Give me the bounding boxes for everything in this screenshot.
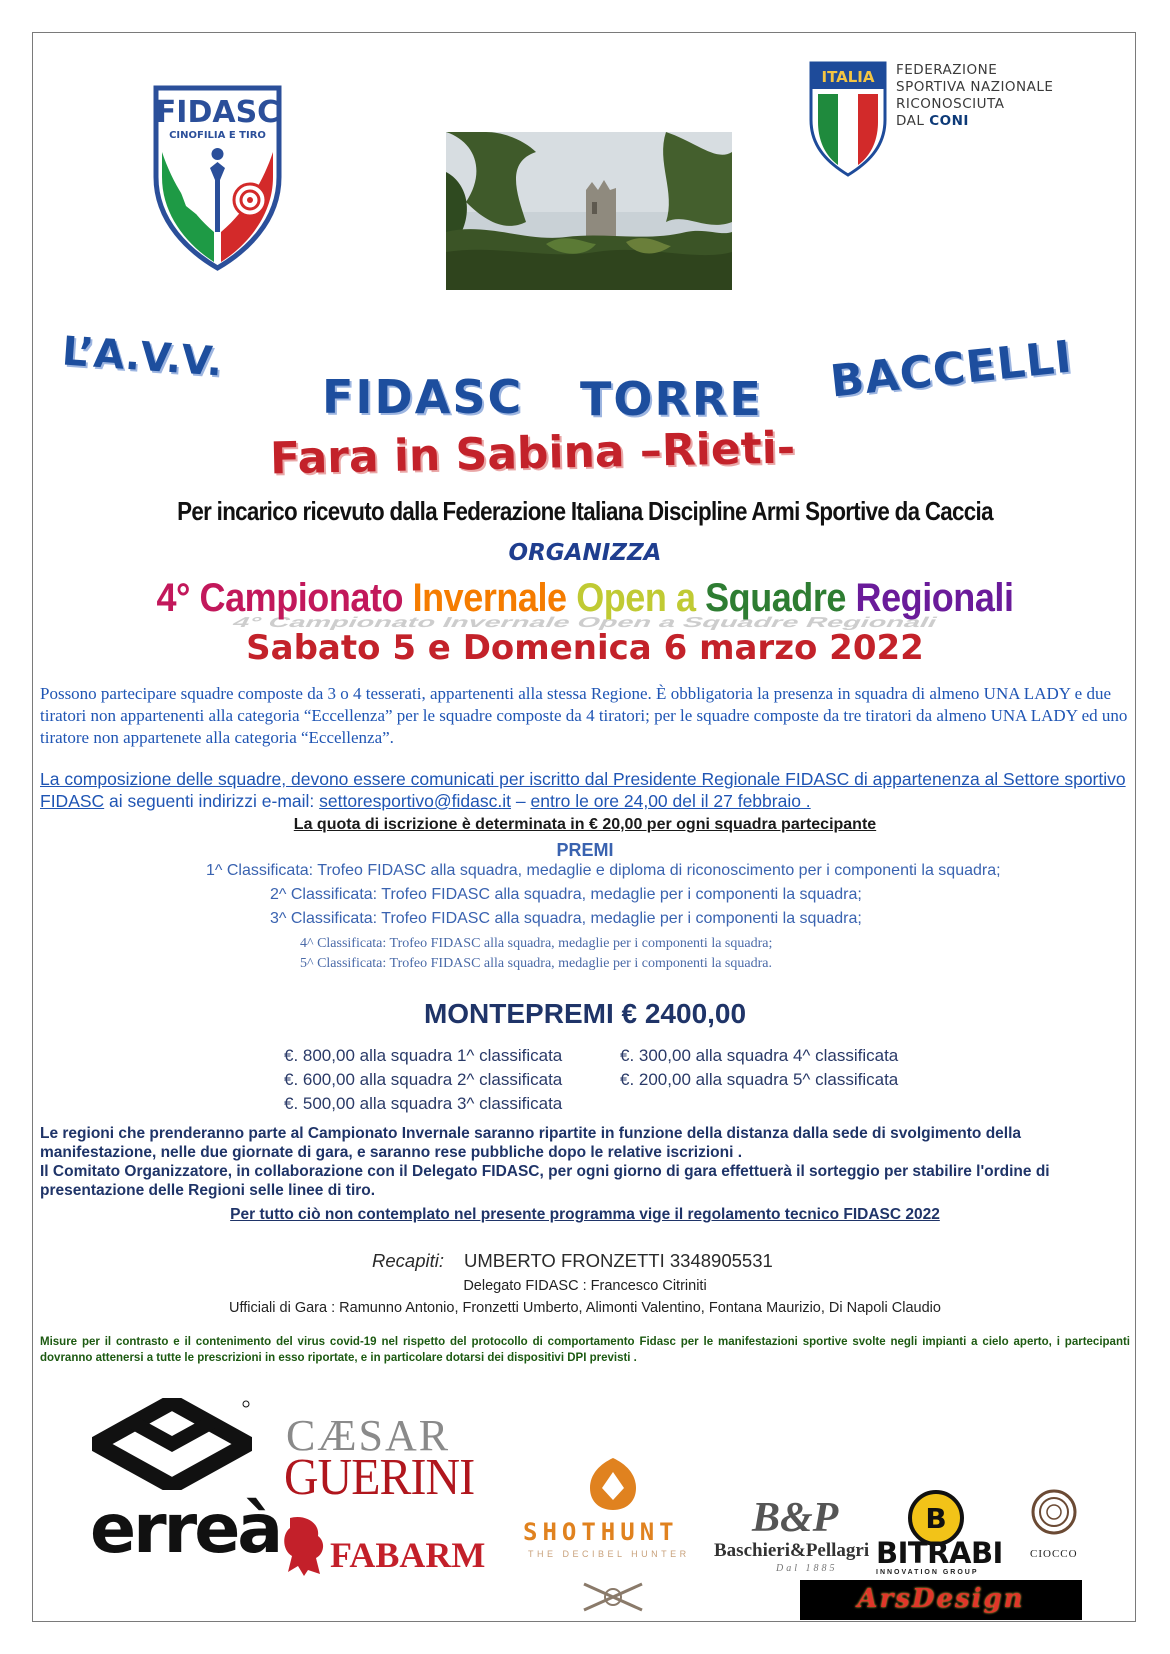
baschieri-pellagri-logo: Baschieri&Pellagri [714, 1540, 870, 1561]
italia-coni-shield [808, 60, 888, 178]
campionato-word-3: Open a [576, 576, 696, 620]
fidasc-logo-subtext: CINOFILIA E TIRO [169, 130, 266, 141]
regulation-note: Per tutto ciò non contemplato nel presente programma vige il regolamento tecnico FIDASC 2022 [230, 1206, 940, 1223]
bitrabi-tagline: INNOVATION GROUP [876, 1569, 979, 1576]
shothunt-icon [586, 1456, 640, 1512]
federation-mandate: Per incarico ricevuto dalla Federazione Italiana Discipline Armi Sportive da Caccia [177, 496, 993, 526]
campionato-title [59, 576, 1112, 621]
fabarm-logo: FABARM [330, 1535, 486, 1575]
coni-line-4 [896, 113, 1053, 130]
team-composition-notice [40, 768, 1130, 812]
deadline-text: entro le ore 24,00 del il 27 febbraio . [530, 791, 811, 811]
arsdesign-logo [800, 1580, 1082, 1620]
contacts [372, 1250, 773, 1272]
baccelli-text: BACCELLI [827, 331, 1075, 408]
composition-link[interactable]: La composizione delle squadre, devono essere comunicati per iscritto dal Presidente Regionale FIDASC di appartenenza al Settore sportivo FIDASC [40, 769, 1126, 811]
torre-text: TORRE [580, 372, 763, 426]
italia-shield-text: ITALIA [821, 68, 875, 86]
avv-text: L’A.V.V. [60, 328, 224, 386]
shothunt-logo: SHOTHUNT [523, 1518, 679, 1546]
torre-baccelli-photo [446, 132, 732, 290]
arsdesign-text: ArsDesign [857, 1584, 1025, 1614]
coni-line-4-bold: CONI [929, 113, 969, 129]
ciocco-logo: CIOCCO [1030, 1548, 1078, 1560]
coni-recognition-text [896, 62, 1053, 130]
coni-line-2: SPORTIVA NAZIONALE [896, 79, 1054, 95]
premi-title: PREMI [556, 840, 614, 860]
montepremi-5th: €. 200,00 alla squadra 5^ classificata [620, 1070, 899, 1089]
race-officials: Ufficiali di Gara : Ramunno Antonio, Fronzetti Umberto, Alimonti Valentino, Fontana Maurizio, Di Napoli Claudio [229, 1300, 941, 1316]
guerini-logo: GUERINI [284, 1449, 475, 1506]
bitrabi-logo: BITRABI [876, 1536, 1003, 1570]
campionato-word-5: Regionali [855, 576, 1014, 620]
event-organizer-headline [0, 330, 1170, 426]
regions-notice [40, 1124, 1130, 1200]
crossed-rifles-icon [582, 1580, 644, 1614]
prize-4: 4^ Classificata: Trofeo FIDASC alla squadra, medaglie per i componenti la squadra; [300, 936, 773, 951]
organizza-label: ORGANIZZA [508, 540, 662, 566]
fabarm-lion-icon [280, 1514, 328, 1578]
contacts-value: UMBERTO FRONZETTI 3348905531 [463, 1250, 773, 1271]
composition-dash: – [511, 791, 531, 811]
covid-measures: Misure per il contrasto e il contenimento del virus covid-19 nel rispetto del protocollo di comportamento Fidasc per le manifestazioni sportive svolte negli impianti a cielo aperto, i partecipanti dovranno attenersi a tutte le prescrizioni in esso riportate, e in particolare dotarsi dei dispositivi DPI previsti . [40, 1336, 1130, 1364]
regions-paragraph-1: Le regioni che prenderanno parte al Campionato Invernale saranno ripartite in funzione della distanza dalla sede di svolgimento della manifestazione, nelle due giornate di gara, e saranno rese pubbliche dopo le relative iscrizioni . [40, 1125, 1022, 1161]
errea-logo-mark [92, 1398, 252, 1490]
campionato-title-shadow: 4° Campionato Invernale Open a Squadre Regionali [229, 614, 941, 631]
montepremi-2nd: €. 600,00 alla squadra 2^ classificata [284, 1070, 563, 1089]
coni-line-1: FEDERAZIONE [896, 62, 998, 78]
bp-logo: B&P [752, 1495, 839, 1541]
coni-line-4-prefix: DAL [896, 113, 930, 129]
montepremi-3rd: €. 500,00 alla squadra 3^ classificata [284, 1094, 563, 1113]
ciocco-icon [1030, 1488, 1078, 1536]
coni-line-3: RICONOSCIUTA [896, 96, 1005, 112]
montepremi-1st: €. 800,00 alla squadra 1^ classificata [284, 1046, 563, 1065]
fidasc-logo-text: FIDASC [155, 95, 280, 130]
fidasc-logo [150, 82, 285, 272]
fidasc-text: FIDASC [322, 370, 524, 424]
shothunt-tagline: THE DECIBEL HUNTER [528, 1549, 690, 1559]
prize-2: 2^ Classificata: Trofeo FIDASC alla squadra, medaglie per i componenti la squadra; [270, 886, 862, 903]
composition-mid-text: ai seguenti indirizzi e-mail: [104, 791, 320, 811]
entry-fee: La quota di iscrizione è determinata in € 20,00 per ogni squadra partecipante [293, 816, 877, 833]
montepremi-title: MONTEPREMI € 2400,00 [423, 998, 747, 1029]
campionato-word-1: 4° Campionato [156, 576, 404, 620]
errea-logo: erreà [90, 1490, 281, 1569]
campionato-word-4: Squadre [705, 576, 846, 620]
baschieri-pellagri-since: Dal 1885 [776, 1563, 838, 1574]
prize-5: 5^ Classificata: Trofeo FIDASC alla squadra, medaglie per i componenti la squadra. [300, 956, 772, 971]
campionato-word-2: Invernale [412, 576, 567, 620]
prize-3: 3^ Classificata: Trofeo FIDASC alla squadra, medaglie per i componenti la squadra; [270, 910, 862, 927]
prize-1: 1^ Classificata: Trofeo FIDASC alla squadra, medaglie e diploma di riconoscimento per i componenti la squadra; [206, 862, 1001, 879]
contacts-label: Recapiti: [372, 1250, 444, 1271]
montepremi-4th: €. 300,00 alla squadra 4^ classificata [620, 1046, 899, 1065]
email-link[interactable]: settoresportivo@fidasc.it [319, 791, 512, 811]
event-location: Fara in Sabina –Rieti- [269, 422, 796, 485]
caesar-logo: CÆSAR [286, 1411, 451, 1460]
event-date: Sabato 5 e Domenica 6 marzo 2022 [246, 628, 924, 668]
regions-paragraph-2: Il Comitato Organizzatore, in collaborazione con il Delegato FIDASC, per ogni giorno di gara effettuerà il sorteggio per stabilire l'ordine di presentazione delle Regioni selle linee di tiro. [40, 1163, 1050, 1199]
svg-text:B: B [925, 1502, 947, 1535]
fidasc-delegate: Delegato FIDASC : Francesco Citriniti [463, 1278, 707, 1294]
participation-rules: Possono partecipare squadre composte da 3 o 4 tesserati, appartenenti alla stessa Regione. È obbligatoria la presenza in squadra di almeno UNA LADY e due tiratori non appartenenti alla categoria “Eccellenza” per le squadre composte da 4 tiratori; per le squadre composte da tre tiratori da almeno UNA LADY ed uno tiratore non appartenete alla categoria “Eccellenza”. [40, 684, 1128, 747]
